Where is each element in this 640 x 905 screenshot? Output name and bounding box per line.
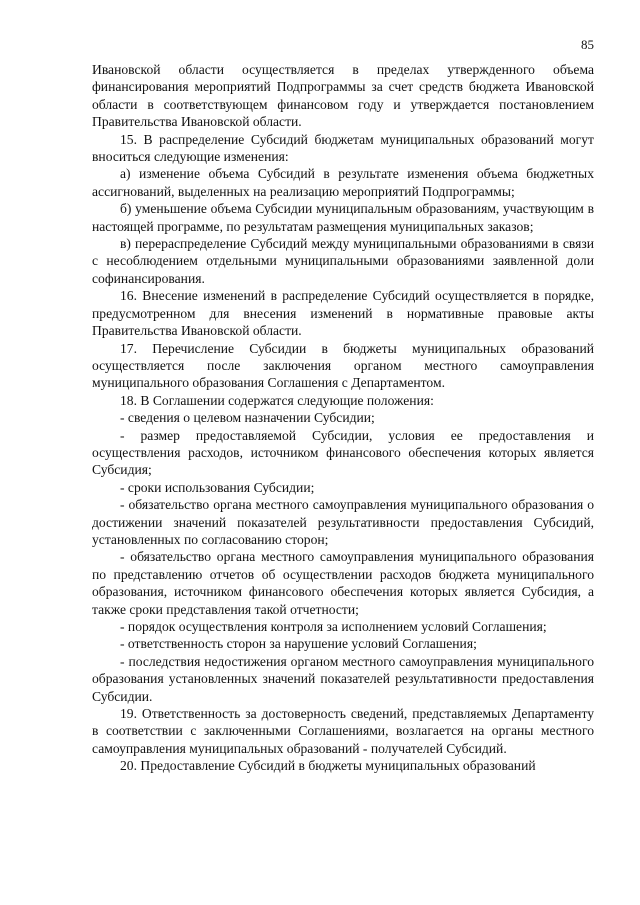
list-item-control: - порядок осуществления контроля за исполнением условий Соглашения; bbox=[120, 619, 547, 634]
paragraph-item-19: 19. Ответственность за достоверность сведений, представляемых Департаменту в соответствии с заключенными Соглашениями, возлагается на органы местного самоуправления муниципальных образований - получателей Субсидий. bbox=[92, 706, 594, 756]
list-item-responsibility: - ответственность сторон за нарушение условий Соглашения; bbox=[120, 636, 477, 652]
paragraph-item-17: 17. Перечисление Субсидии в бюджеты муниципальных образований осуществляется после заключения органом местного самоуправления муниципального образования Соглашения с Департаментом. bbox=[92, 340, 594, 391]
paragraph-subitem-v: в) перераспределение Субсидий между муниципальными образованиями в связи с несоблюдением отдельными муниципальными образованиями заявленной доли софинансирования. bbox=[92, 236, 594, 286]
list-item-terms: - сроки использования Субсидии; bbox=[120, 479, 315, 495]
paragraph-item-16: 16. Внесение изменений в распределение Субсидий осуществляется в порядке, предусмотренном для внесения изменений в нормативные правовые акты Правительства Ивановской области. bbox=[92, 288, 594, 339]
paragraph-subitem-b: б) уменьшение объема Субсидии муниципальным образованиям, участвующим в настоящей программе, по результатам размещения муниципальных заказов; bbox=[92, 201, 594, 234]
page-number: 85 bbox=[581, 37, 594, 52]
paragraph-item-18: 18. В Соглашении содержатся следующие положения: bbox=[120, 392, 434, 408]
list-item-consequences: - последствия недостижения органом местного самоуправления муниципального образования установленных значений показателей результативности предоставления Субсидии. bbox=[92, 653, 594, 704]
list-item-reports: - обязательство органа местного самоуправления муниципального образования по представлению отчетов об осуществлении расходов бюджета муниципального образования, источником финансового обеспечения которых является Субсидия, а также сроки представления такой отчетности; bbox=[92, 549, 594, 617]
document-body bbox=[92, 61, 594, 775]
paragraph-item-20: 20. Предоставление Субсидий в бюджеты муниципальных образований bbox=[120, 758, 536, 774]
list-item-amount: - размер предоставляемой Субсидии, условия ее предоставления и осуществления расходов, источником финансового обеспечения которых является Субсидия; bbox=[92, 427, 594, 478]
paragraph-subitem-a: а) изменение объема Субсидий в результате изменения объема бюджетных ассигнований, выделенных на реализацию мероприятий Подпрограммы; bbox=[92, 166, 594, 199]
paragraph-item-15: 15. В распределение Субсидий бюджетам муниципальных образований могут вноситься следующие изменения: bbox=[92, 131, 594, 165]
list-item-indicators: - обязательство органа местного самоуправления муниципального образования о достижении значений показателей результативности предоставления Субсидий, установленных по согласованию сторон; bbox=[92, 497, 594, 547]
paragraph-continuation: Ивановской области осуществляется в пределах утвержденного объема финансирования мероприятий Подпрограммы за счет средств бюджета Ивановской области в соответствующем финансовом году и утверждается постановлением Правительства Ивановской области. bbox=[92, 62, 594, 130]
list-item-purpose: - сведения о целевом назначении Субсидии; bbox=[120, 410, 375, 426]
